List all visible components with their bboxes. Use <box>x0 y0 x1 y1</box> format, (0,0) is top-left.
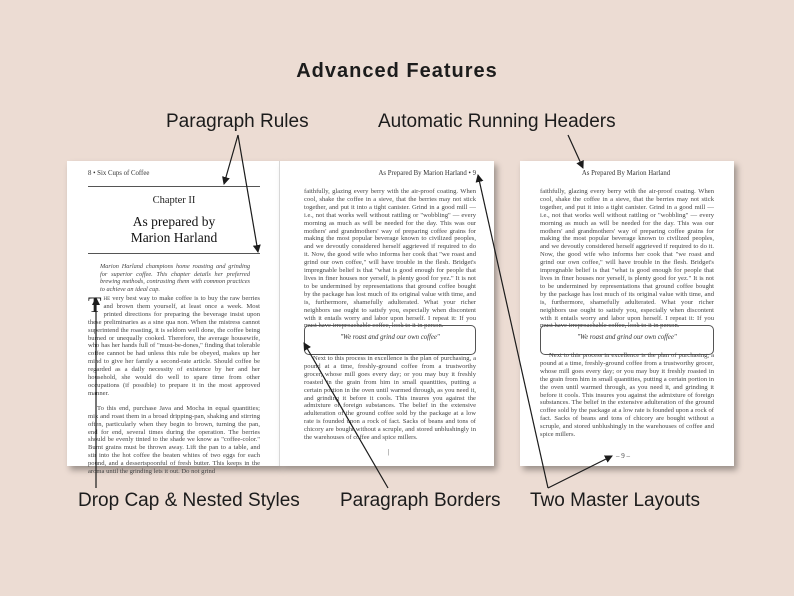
right-running-header: As Prepared By Marion Harland • 9 <box>378 170 476 177</box>
paragraph-border-quote: "We roast and grind our own coffee" <box>304 325 476 355</box>
page-heading: Advanced Features <box>296 60 498 82</box>
chapter-title-line1: As prepared by <box>132 214 216 229</box>
right-paragraph-2: Next to this process in excellence is the plan of purchasing, a pound at a time, freshly-ground coffee from a trustworthy grocer, whose mill goes every day; or you may buy it freshly roasted in the grain from him in small quantities, putting a certain portion in the oven until warmed through, as you need it, and grinding it before it cools. This insures you against the admixture of foreign substances. The belief in the extensive adulteration of the ground coffee sold by the package at a low rate is founded upon a rock of fact. Sacks of beans and tons of chicory are bought without a scruple, and stored unblushingly in the warehouses of coffee and spice millers. <box>304 355 476 442</box>
chapter-intro: Marion Harland champions home roasting and grinding for superior coffee. This chapter details her preferred brewing methods, contrasting them with common practices to achieve an ideal cup. <box>100 263 250 293</box>
left-running-header: 8 • Six Cups of Coffee <box>88 170 150 177</box>
right-folio: | <box>388 448 390 456</box>
chapter-title-line2: Marion Harland <box>130 230 218 245</box>
left-paragraph-1: very best way to make coffee is to buy the raw berries and brown them yourself, at least once a week. Most printed directions for preparing the beverage insist upon these preliminaries as a sine qua non. When the mistress cannot superintend the roasting, it is seldom well done, the coffee being burned or unequally cooked. Therefore, the average housewife, who has her hands full of "must-be-dones," finding that tolerable coffee cannot be had unless this rule be obeyed, makes up her mind to give her family a second-rate article. Should coffee be regarded as a daily necessity of existence by her and her household, she would do well to spare time from other occupations (if possible) to prepare it in the most approved manner. <box>88 295 260 397</box>
arrow-master-spread <box>478 175 548 488</box>
single-paragraph-2: Next to this process in excellence is the plan of purchasing, a pound at a time, freshly-ground coffee from a trustworthy grocer, whose mill goes every day; or you may buy it freshly roasted in the grain from him in small quantities, putting a certain portion in the oven until warmed through, as you need it, and grinding it before it cools. This insures you against the admixture of foreign substances. The belief in the extensive adulteration of the ground coffee sold by the package at a low rate is founded upon a rock of fact. Sacks of beans and tons of chicory are bought without a scruple, and stored unblushingly in the warehouses of coffee and spice millers. <box>540 352 714 439</box>
callout-master-layouts: Two Master Layouts <box>530 490 701 511</box>
drop-cap: T <box>88 292 102 317</box>
single-running-header: As Prepared By Marion Harland <box>581 170 671 177</box>
right-paragraph-1: faithfully, glazing every berry with the air-proof coating. When cool, shake the coffee in a sieve, that the berries may not stick together, and put it into a tight canister. Grind in a good mill — i.e., not that works well without rattling or "wobbling" — every morning as much as will be needed for the day. This was our mothers' and grandmothers' way of preparing coffee grains for making the most popular beverage known to civilized peoples, and we devoutly considered herself aggrieved if required to do it. Now, the good wife who informs her cook that "we roast and grind our own coffee," will have trouble in the flesh. Bridget's impregnable belief is that "what is good enough for people that lives in finer houses nor yerself, is plenty good for yez." It is not to be undermined by representations that ground coffee bought by the package has lost much of its original value with time, and is, furthermore, shamefully adulterated. What your richer neighbors use ought to satisfy you, especially when discontent with it entails worry and labor upon herself. I repeat it: If you must have irreproachable coffee, look to it in person. <box>304 188 476 330</box>
arrow-rule-top <box>224 135 238 184</box>
single-paragraph-1: faithfully, glazing every berry with the air-proof coating. When cool, shake the coffee in a sieve, that the berries may not stick together, and put it into a tight canister. Grind in a good mill — i.e., not that works well without rattling or "wobbling" — every morning as much as will be needed for the day. This was our mothers' and grandmothers' way of preparing coffee grains for making the most popular beverage known to civilized peoples, and we devoutly considered herself aggrieved if required to do it. Now, the good wife who informs her cook that "we roast and grind our own coffee," will have trouble in the flesh. Bridget's impregnable belief is that "what is good enough for people that lives in finer houses nor yerself, is plenty good for yez." It is not to be undermined by representations that ground coffee bought by the package has lost much of its original value with time, and is, furthermore, shamefully adulterated. What your richer neighbors use ought to satisfy you, especially when discontent with it entails worry and labor upon herself. I repeat it: If you must have irreproachable coffee, look to it in person. <box>540 188 714 330</box>
chapter-label: Chapter II <box>152 195 196 206</box>
single-folio: – 9 – <box>616 452 630 460</box>
arrow-paragraph-border <box>304 343 388 488</box>
arrow-header-single <box>568 135 583 168</box>
left-paragraph-2: To this end, purchase Java and Mocha in equal quantities; mix and roast them in a broad dripping-pan, shaking and stirring often, particularly when they begin to brown, turning the pan, end for end, several times during the operation. The berries should be evenly tinted to the shade we know as "coffee-color." Burnt grains must be thrown away. Lift the pan to a table, and stir into the hot coffee the beaten whites of two eggs for each pound, and a dessertspoonful of fresh butter. This keeps in the aroma until the grinding lets it out. Do not grind <box>88 404 260 476</box>
lead-in-nested-style: he <box>103 295 111 302</box>
callout-drop-cap: Drop Cap & Nested Styles <box>78 490 300 511</box>
single-paragraph-border-quote: "We roast and grind our own coffee" <box>540 325 714 355</box>
callout-paragraph-borders: Paragraph Borders <box>340 490 501 511</box>
arrow-rule-bottom <box>238 135 258 252</box>
callout-paragraph-rules: Paragraph Rules <box>166 111 309 132</box>
arrow-master-single <box>548 456 612 488</box>
callout-running-headers: Automatic Running Headers <box>378 111 616 132</box>
